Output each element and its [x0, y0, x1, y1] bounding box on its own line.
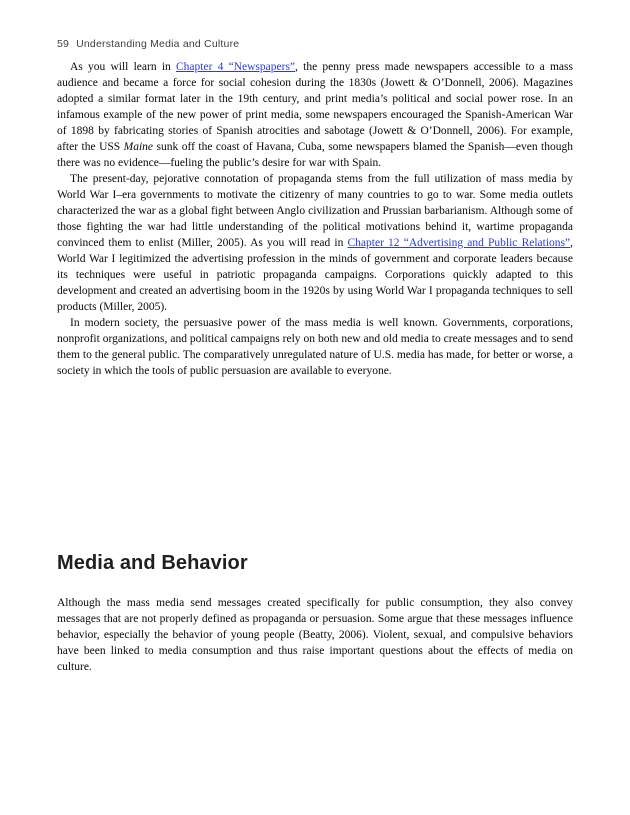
paragraph: [57, 315, 573, 379]
paragraph-text: Although the mass media send messages created specifically for public consumption, they also convey messages that are not properly defined as propaganda or persuasion. Some argue that these messages influence behavior, especially the behavior of young people (Beatty, 2006). Violent, sexual, and compulsive behaviors have been linked to media consumption and thus raise important questions about the effects of media on culture.: [57, 597, 573, 673]
paragraph-text: , the penny press made newspapers accessible to a mass audience and became a force for social cohesion during the 1830s (Jowett & O’Donnell, 2006). Magazines adopted a similar format later in the 19th century, and print media’s political and social power rose. In an infamous example of the new power of print media, some newspapers encouraged the Spanish-American War of 1898 by fabricating stories of Spanish atrocities and sabotage (Jowett & O’Donnell, 2006). For example, after the USS: [57, 61, 573, 153]
paragraph-text: The present-day, pejorative connotation of propaganda stems from the full utilization of mass media by World War I–era governments to motivate the citizenry of many countries to go to war. Some media outlets characterized the war as a global fight between Anglo civilization and Prussian barbarianism. Although some of those fighting the war had little understanding of the political motivations behind it, wartime propaganda convinced them to enlist (Miller, 2005). As you will read in: [57, 173, 573, 249]
section-heading: Media and Behavior: [57, 552, 248, 574]
paragraph: [57, 59, 573, 171]
ship-name-italic: Maine: [123, 141, 154, 153]
paragraph-text: In modern society, the persuasive power of the mass media is well known. Governments, corporations, nonprofit organizations, and political campaigns rely on both new and old media to create messages and to send them to the general public. The comparatively unregulated nature of U.S. media has made, for better or worse, a society in which the tools of public persuasion are available to everyone.: [57, 317, 573, 377]
paragraph: [57, 171, 573, 315]
paragraph-text: sunk off the coast of Havana, Cuba, some newspapers blamed the Spanish—even though there was no evidence—fueling the public’s desire for war with Spain.: [57, 141, 573, 169]
paragraph-text: , World War I legitimized the advertising profession in the minds of government and corporate leaders because its techniques were useful in patriotic propaganda campaigns. Corporations quickly adapted to this development and created an advertising boom in the 1920s by using World War I propaganda techniques to sell products (Miller, 2005).: [57, 237, 573, 313]
running-header: [57, 38, 573, 50]
chapter-4-newspapers-link[interactable]: Chapter 4 “Newspapers”: [176, 61, 296, 73]
page-number: 59: [57, 38, 70, 50]
book-title: Understanding Media and Culture: [76, 38, 240, 50]
chapter-12-advertising-link[interactable]: Chapter 12 “Advertising and Public Relations”: [347, 237, 571, 249]
paragraph-text: As you will learn in: [70, 61, 176, 73]
page-body: [57, 59, 573, 675]
paragraph: [57, 595, 573, 675]
